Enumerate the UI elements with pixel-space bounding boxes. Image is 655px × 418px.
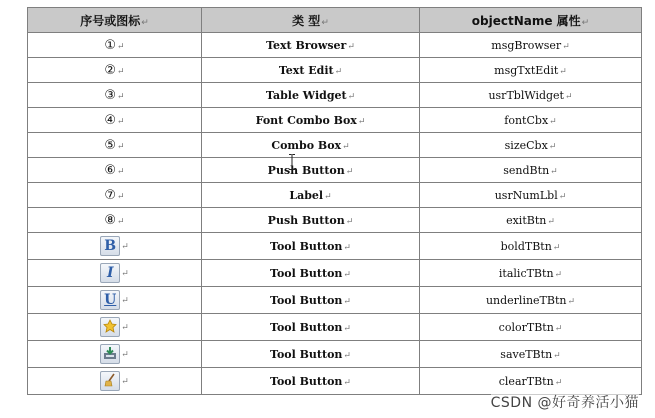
objectname-cell (420, 183, 642, 208)
header-row (28, 8, 642, 33)
table-row (28, 260, 642, 287)
type-label: Tool Button (270, 374, 343, 388)
type-label: Tool Button (270, 266, 343, 280)
table-row (28, 133, 642, 158)
type-cell (202, 183, 420, 208)
index-cell (28, 233, 202, 260)
underline-icon: U (100, 290, 120, 310)
return-mark: ↵ (324, 191, 332, 202)
return-mark: ↵ (321, 17, 329, 28)
type-label: Push Button (267, 163, 345, 177)
return-mark: ↵ (559, 66, 567, 77)
return-mark: ↵ (564, 91, 573, 102)
type-cell (202, 133, 420, 158)
index-cell (28, 108, 202, 133)
return-mark: ↵ (343, 296, 351, 307)
index-cell (28, 133, 202, 158)
objectname-value: usrTblWidget (488, 88, 564, 102)
type-label: Combo Box (271, 138, 342, 152)
objectname-cell (420, 260, 642, 287)
objectname-cell (420, 33, 642, 58)
return-mark: ↵ (357, 116, 366, 127)
table-row (28, 368, 642, 395)
table-row (28, 287, 642, 314)
header-objectname (420, 8, 642, 33)
return-mark: ↵ (141, 17, 149, 28)
return-mark: ↵ (347, 91, 356, 102)
index-number: ⑦ (104, 187, 117, 203)
table-row (28, 314, 642, 341)
color-icon (100, 317, 120, 337)
widget-table (27, 7, 642, 395)
return-mark: ↵ (547, 216, 555, 227)
italic-icon: I (100, 263, 120, 283)
return-mark: ↵ (343, 269, 351, 280)
objectname-value: sizeCbx (504, 138, 548, 152)
objectname-value: msgBrowser (491, 38, 562, 52)
table-row (28, 341, 642, 368)
type-label: Text Browser (266, 38, 347, 52)
return-mark: ↵ (121, 296, 129, 306)
index-cell (28, 260, 202, 287)
type-label: Tool Button (270, 347, 343, 361)
objectname-cell (420, 58, 642, 83)
table-row (28, 208, 642, 233)
return-mark: ↵ (347, 41, 355, 52)
table-row (28, 33, 642, 58)
type-cell (202, 33, 420, 58)
save-icon (100, 344, 120, 364)
type-label: Label (289, 188, 324, 202)
index-number: ⑤ (104, 137, 117, 153)
index-cell (28, 183, 202, 208)
type-cell (202, 58, 420, 83)
index-cell (28, 58, 202, 83)
header-type-label: 类 型 (292, 13, 321, 28)
objectname-cell (420, 233, 642, 260)
clear-icon (100, 371, 120, 391)
return-mark: ↵ (343, 350, 351, 361)
index-number: ④ (104, 112, 117, 128)
table-row (28, 83, 642, 108)
return-mark: ↵ (117, 216, 125, 227)
index-cell (28, 33, 202, 58)
return-mark: ↵ (121, 323, 129, 333)
index-cell (28, 341, 202, 368)
return-mark: ↵ (343, 242, 351, 253)
index-cell (28, 314, 202, 341)
return-mark: ↵ (117, 166, 125, 177)
index-cell (28, 158, 202, 183)
type-label: Table Widget (265, 88, 347, 102)
type-cell (202, 233, 420, 260)
return-mark: ↵ (343, 323, 351, 334)
objectname-value: usrNumLbl (494, 188, 558, 202)
objectname-cell (420, 368, 642, 395)
type-cell (202, 108, 420, 133)
return-mark: ↵ (552, 242, 561, 253)
return-mark: ↵ (345, 216, 354, 227)
type-label: Push Button (267, 213, 345, 227)
table-body (28, 33, 642, 395)
objectname-value: colorTBtn (498, 320, 554, 334)
return-mark: ↵ (548, 141, 557, 152)
type-label: Tool Button (270, 293, 343, 307)
objectname-value: sendBtn (503, 163, 550, 177)
objectname-value: exitBtn (506, 213, 547, 227)
return-mark: ↵ (117, 141, 125, 152)
index-number: ② (104, 62, 117, 78)
return-mark: ↵ (121, 350, 129, 360)
return-mark: ↵ (334, 66, 343, 77)
header-type (202, 8, 420, 33)
objectname-value: boldTBtn (500, 239, 552, 253)
return-mark: ↵ (554, 377, 563, 388)
return-mark: ↵ (343, 377, 351, 388)
objectname-cell (420, 341, 642, 368)
header-objectname-label: objectName 属性 (471, 13, 581, 28)
type-cell (202, 314, 420, 341)
type-cell (202, 341, 420, 368)
return-mark: ↵ (117, 66, 125, 77)
return-mark: ↵ (345, 166, 354, 177)
index-cell (28, 368, 202, 395)
return-mark: ↵ (121, 242, 129, 252)
return-mark: ↵ (581, 17, 590, 28)
return-mark: ↵ (117, 191, 125, 202)
type-label: Font Combo Box (255, 113, 357, 127)
objectname-cell (420, 133, 642, 158)
text-cursor-icon (289, 154, 295, 170)
header-index (28, 8, 202, 33)
index-cell (28, 287, 202, 314)
type-cell (202, 287, 420, 314)
return-mark: ↵ (342, 141, 350, 152)
type-label: Tool Button (270, 239, 343, 253)
objectname-value: msgTxtEdit (494, 63, 559, 77)
return-mark: ↵ (121, 377, 129, 387)
objectname-cell (420, 108, 642, 133)
objectname-value: clearTBtn (498, 374, 554, 388)
objectname-value: italicTBtn (498, 266, 554, 280)
header-index-label: 序号或图标 (80, 13, 141, 28)
return-mark: ↵ (121, 269, 129, 279)
objectname-value: fontCbx (504, 113, 549, 127)
objectname-value: saveTBtn (500, 347, 553, 361)
objectname-value: underlineTBtn (485, 293, 567, 307)
index-number: ③ (104, 87, 117, 103)
table-row (28, 183, 642, 208)
type-cell (202, 83, 420, 108)
objectname-cell (420, 158, 642, 183)
objectname-cell (420, 314, 642, 341)
index-number: ⑧ (104, 212, 117, 228)
return-mark: ↵ (549, 116, 557, 127)
table-row (28, 108, 642, 133)
return-mark: ↵ (550, 166, 558, 177)
type-label: Text Edit (278, 63, 334, 77)
return-mark: ↵ (567, 296, 576, 307)
objectname-cell (420, 208, 642, 233)
return-mark: ↵ (117, 41, 125, 52)
type-cell (202, 260, 420, 287)
type-cell (202, 208, 420, 233)
type-label: Tool Button (270, 320, 343, 334)
type-cell (202, 368, 420, 395)
return-mark: ↵ (117, 91, 125, 102)
return-mark: ↵ (558, 191, 567, 202)
objectname-cell (420, 83, 642, 108)
index-number: ① (104, 37, 117, 53)
table-row (28, 58, 642, 83)
index-cell (28, 208, 202, 233)
return-mark: ↵ (554, 269, 563, 280)
bold-icon: B (100, 236, 120, 256)
return-mark: ↵ (562, 41, 570, 52)
return-mark: ↵ (554, 323, 563, 334)
table-row (28, 233, 642, 260)
watermark: CSDN @好奇养活小猫 (491, 392, 639, 412)
table-row (28, 158, 642, 183)
type-cell (202, 158, 420, 183)
return-mark: ↵ (553, 350, 561, 361)
objectname-cell (420, 287, 642, 314)
index-cell (28, 83, 202, 108)
return-mark: ↵ (117, 116, 125, 127)
index-number: ⑥ (104, 162, 117, 178)
